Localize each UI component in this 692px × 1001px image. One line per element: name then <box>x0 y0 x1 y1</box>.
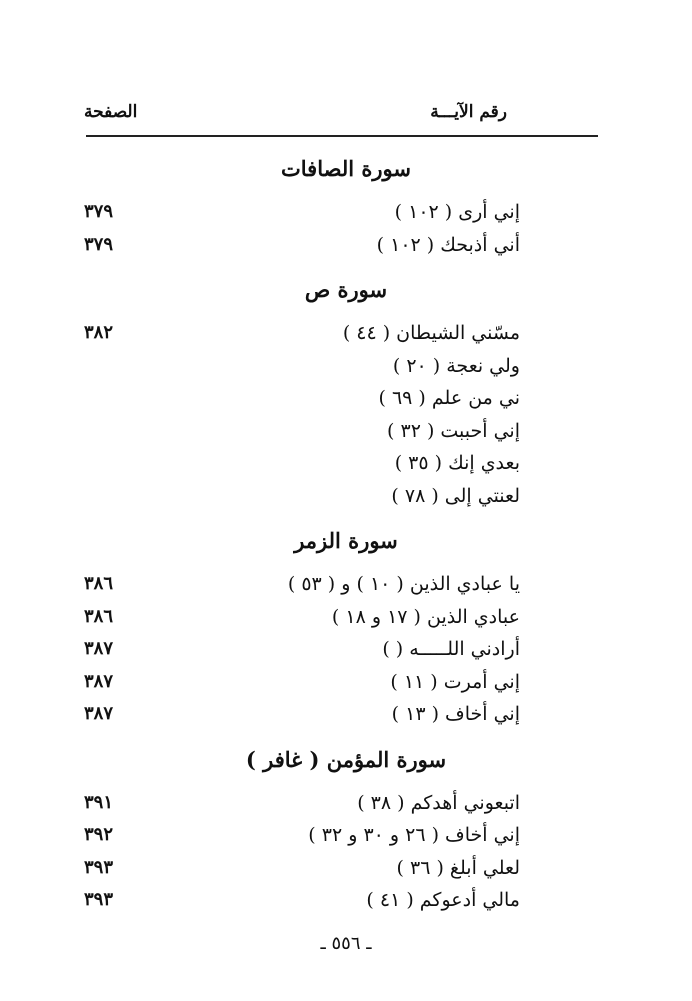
page-reference: ٣٩٣ <box>84 889 114 910</box>
verse-text: اتبعوني أهدكم ( ٣٨ ) <box>357 791 520 814</box>
verse-text: بعدي إنك ( ٣٥ ) <box>394 452 520 474</box>
page-reference: ٣٨٧ <box>84 638 114 659</box>
index-entry <box>0 666 692 699</box>
page-reference: ٣٩١ <box>84 791 114 813</box>
index-entry <box>0 633 692 666</box>
index-entry <box>0 196 692 229</box>
index-entry <box>0 350 692 383</box>
surah-heading: سورة ص <box>304 277 388 302</box>
page-header <box>0 100 692 130</box>
page-reference: ٣٩٣ <box>84 856 114 878</box>
verse-text: يا عبادي الذين ( ١٠ ) و ( ٥٣ ) <box>287 573 520 595</box>
index-entry <box>0 884 692 917</box>
index-entry <box>0 415 692 448</box>
page-reference: ٣٨٢ <box>84 322 114 343</box>
verse-text: إني أخاف ( ١٣ ) <box>391 703 520 725</box>
index-entry <box>0 317 692 350</box>
header-rule <box>86 135 598 137</box>
surah-heading: سورة الصافات <box>281 156 411 181</box>
verse-text: إني أحببت ( ٣٢ ) <box>387 419 520 442</box>
index-entry <box>0 698 692 731</box>
verse-text: إني أمرت ( ١١ ) <box>390 670 520 693</box>
index-entry <box>0 382 692 415</box>
index-entry <box>0 568 692 601</box>
index-entry <box>0 601 692 634</box>
index-entry <box>0 447 692 480</box>
page-reference: ٣٨٦ <box>84 573 114 594</box>
index-entry <box>0 819 692 852</box>
verse-number-heading: رقم الآيـــة <box>430 102 507 122</box>
page-reference: ٣٨٧ <box>84 703 114 724</box>
page-number: ـ ٥٥٦ ـ <box>320 933 372 954</box>
verse-text: مسّني الشيطان ( ٤٤ ) <box>342 322 520 344</box>
page-reference: ٣٨٦ <box>84 605 114 627</box>
verse-text: إني أخاف ( ٢٦ و ٣٠ و ٣٢ ) <box>308 824 520 846</box>
verse-text: عبادي الذين ( ١٧ و ١٨ ) <box>331 605 520 628</box>
verse-text: ني من علم ( ٦٩ ) <box>378 387 520 409</box>
page-column-heading: الصفحة <box>84 102 138 122</box>
verse-text: لعلي أبلغ ( ٣٦ ) <box>396 856 520 879</box>
index-entry <box>0 229 692 262</box>
index-entry <box>0 787 692 820</box>
page-reference: ٣٧٩ <box>84 201 114 222</box>
verse-text: أني أذبحك ( ١٠٢ ) <box>376 233 520 256</box>
verse-text: لعنتي إلى ( ٧٨ ) <box>391 484 520 507</box>
surah-heading: سورة الزمر <box>294 528 398 553</box>
index-list <box>0 140 692 917</box>
page-reference: ٣٧٩ <box>84 233 114 255</box>
index-entry <box>0 480 692 513</box>
page-reference: ٣٨٧ <box>84 670 114 692</box>
index-entry <box>0 852 692 885</box>
verse-text: ولي نعجة ( ٢٠ ) <box>392 354 520 377</box>
verse-text: مالي أدعوكم ( ٤١ ) <box>366 889 520 911</box>
page-reference: ٣٩٢ <box>84 824 114 845</box>
verse-text: أرادني اللـــــه ( ) <box>382 638 520 660</box>
surah-heading: سورة المؤمن ( غافر ) <box>245 746 447 772</box>
verse-text: إني أرى ( ١٠٢ ) <box>394 201 520 223</box>
